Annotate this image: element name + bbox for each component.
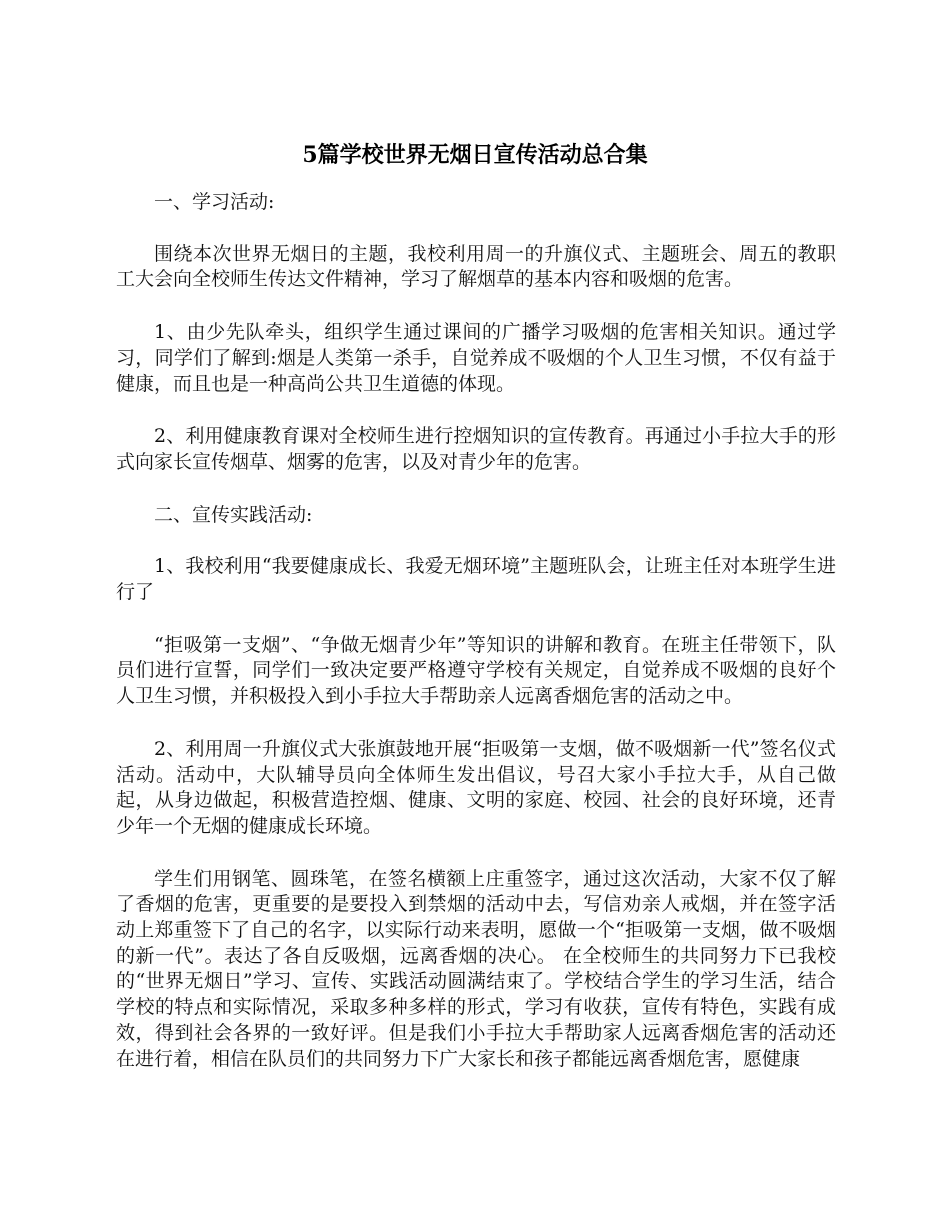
paragraph: 围绕本次世界无烟日的主题，我校利用周一的升旗仪式、主题班会、周五的教职工大会向全校师生传达文件精神，学习了解烟草的基本内容和吸烟的危害。 [116, 242, 836, 291]
paragraph: “拒吸第一支烟”、“争做无烟青少年”等知识的讲解和教育。在班主任带领下，队员们进行宣誓，同学们一致决定要严格遵守学校有关规定，自觉养成不吸烟的良好个人卫生习惯，并积极投入到小手拉大手帮助亲人远离香烟危害的活动之中。 [116, 633, 836, 708]
paragraph: 2、利用周一升旗仪式大张旗鼓地开展“拒吸第一支烟，做不吸烟新一代”签名仪式活动。活动中，大队辅导员向全体师生发出倡议，号召大家小手拉大手，从自己做起，从身边做起，积极营造控烟、健康、文明的家庭、校园、社会的良好环境，还青少年一个无烟的健康成长环境。 [116, 737, 836, 837]
paragraph: 1、由少先队牵头，组织学生通过课间的广播学习吸烟的危害相关知识。通过学习，同学们了解到:烟是人类第一杀手，自觉养成不吸烟的个人卫生习惯，不仅有益于健康，而且也是一种高尚公共卫生道德的体现。 [116, 321, 836, 395]
section-heading-study: 一、学习活动: [154, 191, 275, 213]
document-title: 5篇学校世界无烟日宣传活动总合集 [302, 142, 648, 168]
section-heading-practice: 二、宣传实践活动: [154, 503, 313, 526]
document-body [116, 190, 836, 1099]
paragraph: 学生们用钢笔、圆珠笔，在签名横额上庄重签字，通过这次活动，大家不仅了解了香烟的危害，更重要的是要投入到禁烟的活动中去，写信劝亲人戒烟，并在签字活动上郑重签下了自己的名字，以实际行动来表明，愿做一个“拒吸第一支烟，做不吸烟的新一代”。表达了各自反吸烟，远离香烟的决心。 在全校师生的共同努力下已我校的“世界无烟日”学习、宣传、实践活动圆满结束了。学校结合学生的学习生活，结合学校的特点和实际情况，采取多种多样的形式，学习有收获，宣传有特色，实践有成效，得到社会各界的一致好评。但是我们小手拉大手帮助家人远离香烟危害的活动还在进行着，相信在队员们的共同努力下广大家长和孩子都能远离香烟危害，愿健康 [116, 867, 836, 1070]
paragraph: 1、我校利用“我要健康成长、我爱无烟环境”主题班队会，让班主任对本班学生进行了 [116, 555, 836, 604]
paragraph: 2、利用健康教育课对全校师生进行控烟知识的宣传教育。再通过小手拉大手的形式向家长宣传烟草、烟雾的危害，以及对青少年的危害。 [116, 425, 836, 473]
